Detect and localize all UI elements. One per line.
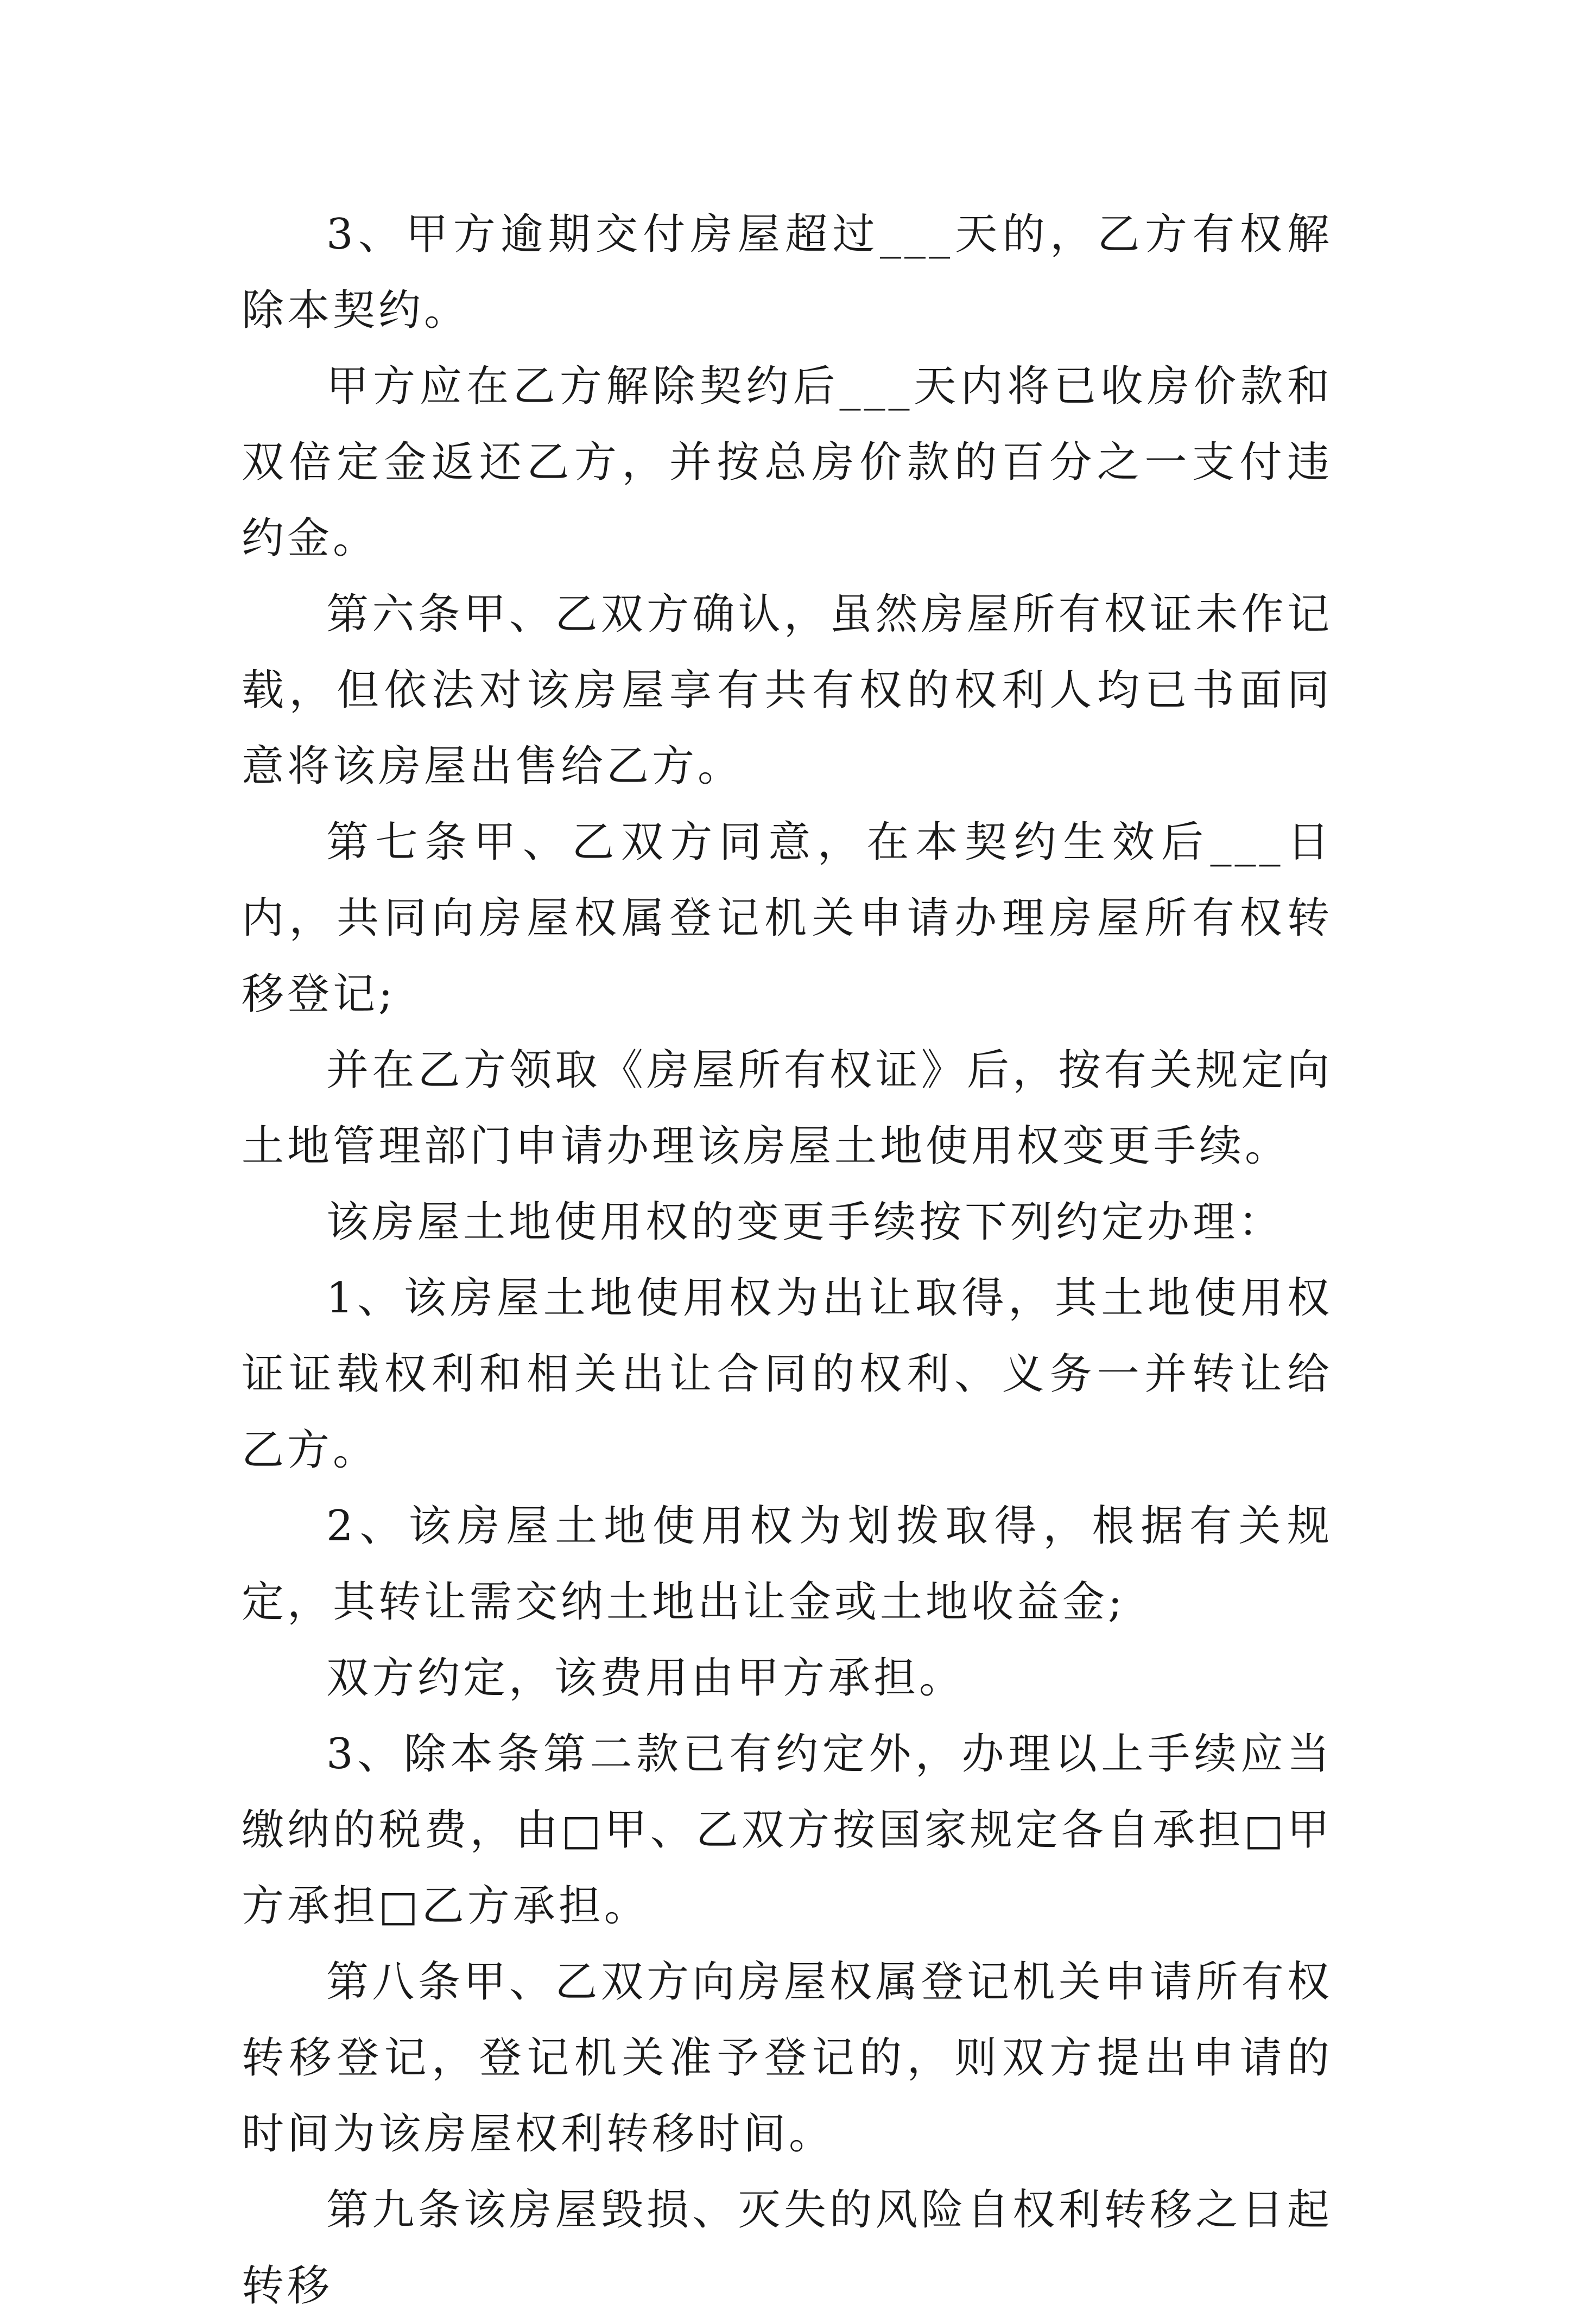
paragraph-article-7: 第七条甲、乙双方同意，在本契约生效后___日内，共同向房屋权属登记机关申请办理房屋所有权转移登记; bbox=[242, 818, 1333, 1019]
paragraph-article-8: 第八条甲、乙双方向房屋权属登记机关申请所有权转移登记，登记机关准予登记的，则双方提出申请的时间为该房屋权利转移时间。 bbox=[242, 1958, 1333, 2158]
paragraph-land-terms-intro: 该房屋土地使用权的变更手续按下列约定办理： bbox=[326, 1198, 1284, 1247]
paragraph-clause-3-delay: 3、甲方逾期交付房屋超过___天的，乙方有权解除本契约。 bbox=[242, 210, 1333, 335]
paragraph-land-procedure: 并在乙方领取《房屋所有权证》后，按有关规定向土地管理部门申请办理该房屋土地使用权变更手续。 bbox=[242, 1046, 1333, 1171]
paragraph-article-6: 第六条甲、乙双方确认，虽然房屋所有权证未作记载，但依法对该房屋享有共有权的权利人均已书面同意将该房屋出售给乙方。 bbox=[242, 590, 1333, 791]
paragraph-land-item-1: 1、该房屋土地使用权为出让取得，其土地使用权证证载权利和相关出让合同的权利、义务一并转让给乙方。 bbox=[242, 1274, 1333, 1475]
paragraph-article-9: 第九条该房屋毁损、灭失的风险自权利转移之日起转移 bbox=[242, 2186, 1333, 2310]
document-body bbox=[242, 196, 1333, 2324]
paragraph-fee-agreement: 双方约定，该费用由甲方承担。 bbox=[326, 1654, 965, 1703]
paragraph-land-item-2: 2、该房屋土地使用权为划拨取得，根据有关规定，其转让需交纳土地出让金或土地收益金; bbox=[242, 1502, 1333, 1627]
paragraph-refund: 甲方应在乙方解除契约后___天内将已收房价款和双倍定金返还乙方，并按总房价款的百分之一支付违约金。 bbox=[242, 362, 1333, 563]
paragraph-land-item-3: 3、除本条第二款已有约定外，办理以上手续应当缴纳的税费，由□甲、乙双方按国家规定各自承担□甲方承担□乙方承担。 bbox=[242, 1730, 1333, 1931]
